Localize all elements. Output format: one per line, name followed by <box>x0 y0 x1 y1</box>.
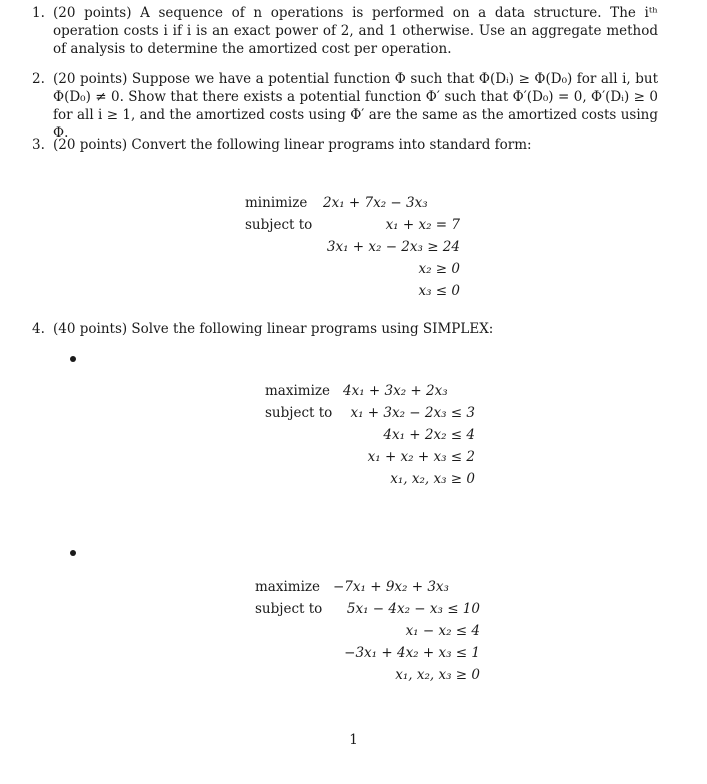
problem-2-text: (20 points) Suppose we have a potential function Φ such that Φ(Dᵢ) ≥ Φ(D₀) for all i, but Φ(D₀) ≠ 0. Show that there exists a potential function Φ′ such that Φ′(D₀) = 0, Φ′(Dᵢ) ≥ 0 for all i ≥ 1, and the amortized costs using Φ′ are the same as the amortized costs using Φ. <box>53 71 658 141</box>
linear-program-2 <box>265 382 505 492</box>
linear-program-1 <box>245 194 485 304</box>
lp3-objective-keyword: maximize <box>255 579 321 595</box>
problem-1-text: (20 points) A sequence of n operations is performed on a data structure. The iᵗʰ operation costs i if i is an exact power of 2, and 1 otherwise. Use an aggregate method of analysis to determine the amortized cost per operation. <box>53 5 658 57</box>
problem-3-text: (20 points) Convert the following linear programs into standard form: <box>53 137 532 153</box>
problem-1 <box>32 4 658 58</box>
lp2-objective-keyword: maximize <box>265 383 331 399</box>
problem-1-number: 1. <box>32 5 45 21</box>
page-number: 1 <box>349 732 358 748</box>
lp1-constraint-2: 3x₁ + x₂ − 2x₃ ≥ 24 <box>326 239 460 255</box>
lp2-constraint-3: x₁ + x₂ + x₃ ≤ 2 <box>367 449 475 465</box>
problem-3-number: 3. <box>32 137 45 153</box>
bullet-2 <box>70 550 76 556</box>
lp3-constraint-3: −3x₁ + 4x₂ + x₃ ≤ 1 <box>344 645 480 661</box>
lp2-constraint-2: 4x₁ + 2x₂ ≤ 4 <box>383 427 475 443</box>
problem-4-number: 4. <box>32 321 45 337</box>
lp3-constraint-1: 5x₁ − 4x₂ − x₃ ≤ 10 <box>346 601 480 617</box>
lp1-constraint-keyword: subject to <box>245 217 313 233</box>
problem-2-number: 2. <box>32 71 45 87</box>
lp3-objective: −7x₁ + 9x₂ + 3x₃ <box>333 579 449 595</box>
lp2-constraint-keyword: subject to <box>265 405 333 421</box>
linear-program-3 <box>255 578 500 688</box>
problem-4 <box>32 320 658 338</box>
lp2-constraint-4: x₁, x₂, x₃ ≥ 0 <box>390 471 475 487</box>
lp2-constraint-1: x₁ + 3x₂ − 2x₃ ≤ 3 <box>350 405 475 421</box>
lp1-objective-keyword: minimize <box>245 195 308 211</box>
problem-3 <box>32 136 658 154</box>
problem-2 <box>32 70 658 142</box>
bullet-1 <box>70 356 76 362</box>
lp3-constraint-2: x₁ − x₂ ≤ 4 <box>405 623 480 639</box>
problem-4-text: (40 points) Solve the following linear programs using SIMPLEX: <box>53 321 494 337</box>
lp3-constraint-4: x₁, x₂, x₃ ≥ 0 <box>395 667 480 683</box>
lp3-constraint-keyword: subject to <box>255 601 323 617</box>
lp1-objective: 2x₁ + 7x₂ − 3x₃ <box>323 195 428 211</box>
lp1-constraint-3: x₂ ≥ 0 <box>418 261 460 277</box>
lp2-objective: 4x₁ + 3x₂ + 2x₃ <box>343 383 448 399</box>
lp1-constraint-1: x₁ + x₂ = 7 <box>385 217 460 233</box>
lp1-constraint-4: x₃ ≤ 0 <box>418 283 460 299</box>
